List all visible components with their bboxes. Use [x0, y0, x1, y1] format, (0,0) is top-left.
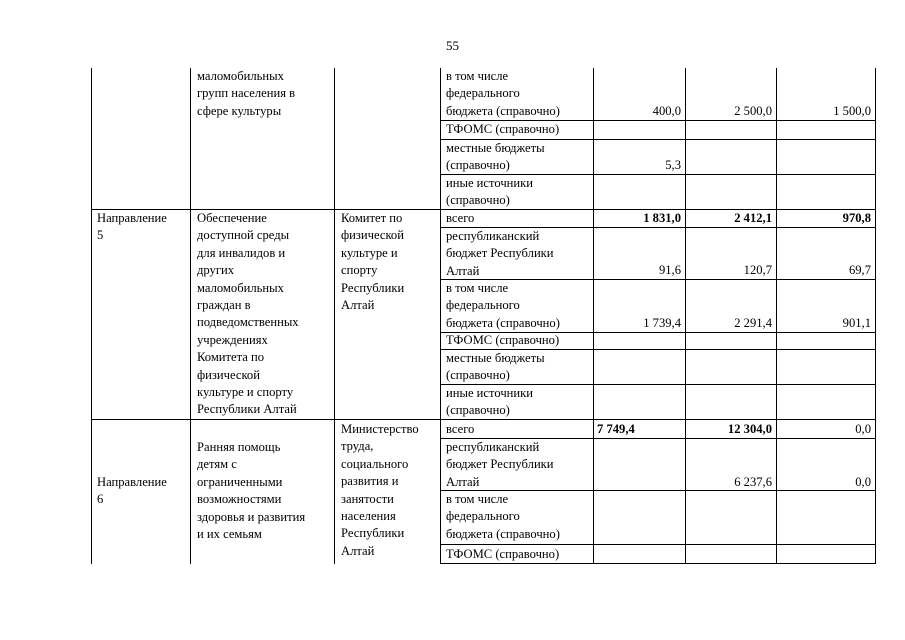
dir6-direction: Направление 6: [97, 475, 167, 507]
cont-local-label: местные бюджеты (справочно): [446, 141, 545, 173]
dir5-total-value-1: 1 831,0: [643, 211, 681, 225]
dir5-other-label: иные источники (справочно): [446, 386, 533, 418]
cont-fed-value-1: 400,0: [652, 104, 681, 118]
dir5-local-label: местные бюджеты (справочно): [446, 351, 545, 383]
dir5-fed-value-3: 901,1: [842, 316, 871, 330]
dir5-rep-value-3: 69,7: [848, 263, 871, 277]
dir6-total-value-3: 0,0: [855, 422, 871, 436]
dir6-name: Ранняя помощь детям с ограниченными возможностями здоровья и развития и их семьям: [197, 440, 306, 542]
dir6-rep-label: республиканский бюджет Республики Алтай: [446, 440, 554, 489]
dir6-total-value-1: 7 749,4: [597, 422, 635, 436]
cont-fed-value-2: 2 500,0: [734, 104, 772, 118]
dir5-rep-value-2: 120,7: [743, 263, 772, 277]
dir5-rep-value-1: 91,6: [658, 263, 681, 277]
dir5-name: Обеспечение доступной среды для инвалидов и других маломобильных граждан в подведомственных учреждениях Комитета по физической культуре и спорту Республики Алтай: [197, 211, 299, 417]
dir5-tfoms-label: ТФОМС (справочно): [446, 333, 560, 347]
cont-fed-value-3: 1 500,0: [833, 104, 871, 118]
dir6-fed-label: в том числе федерального бюджета (справочно): [446, 492, 560, 541]
dir6-rep-value-2: 6 237,6: [734, 475, 772, 489]
cont-tfoms-label: ТФОМС (справочно): [446, 122, 560, 136]
dir5-total-label: всего: [446, 211, 475, 225]
cont-other-label: иные источники (справочно): [446, 176, 533, 208]
dir5-direction: Направление 5: [97, 211, 167, 243]
cont-fed-label: в том числе федерального бюджета (справочно): [446, 69, 560, 118]
dir6-tfoms-label: ТФОМС (справочно): [446, 547, 560, 561]
page-number: 55: [446, 38, 459, 53]
dir6-executor: Министерство труда, социального развития и занятости населения Республики Алтай: [341, 422, 419, 558]
dir5-executor: Комитет по физической культуре и спорту Республики Алтай: [341, 211, 405, 313]
dir6-total-value-2: 12 304,0: [727, 422, 772, 436]
dir5-total-value-2: 2 412,1: [734, 211, 772, 225]
dir6-total-label: всего: [446, 422, 475, 436]
cont-local-value-1: 5,3: [665, 158, 681, 172]
dir5-fed-value-2: 2 291,4: [734, 316, 772, 330]
dir5-total-value-3: 970,8: [842, 211, 871, 225]
dir5-fed-value-1: 1 739,4: [643, 316, 681, 330]
dir5-rep-label: республиканский бюджет Республики Алтай: [446, 229, 554, 278]
cont-row-name: маломобильных групп населения в сфере культуры: [197, 69, 296, 118]
dir6-rep-value-3: 0,0: [855, 475, 871, 489]
dir5-fed-label: в том числе федерального бюджета (справочно): [446, 281, 560, 330]
